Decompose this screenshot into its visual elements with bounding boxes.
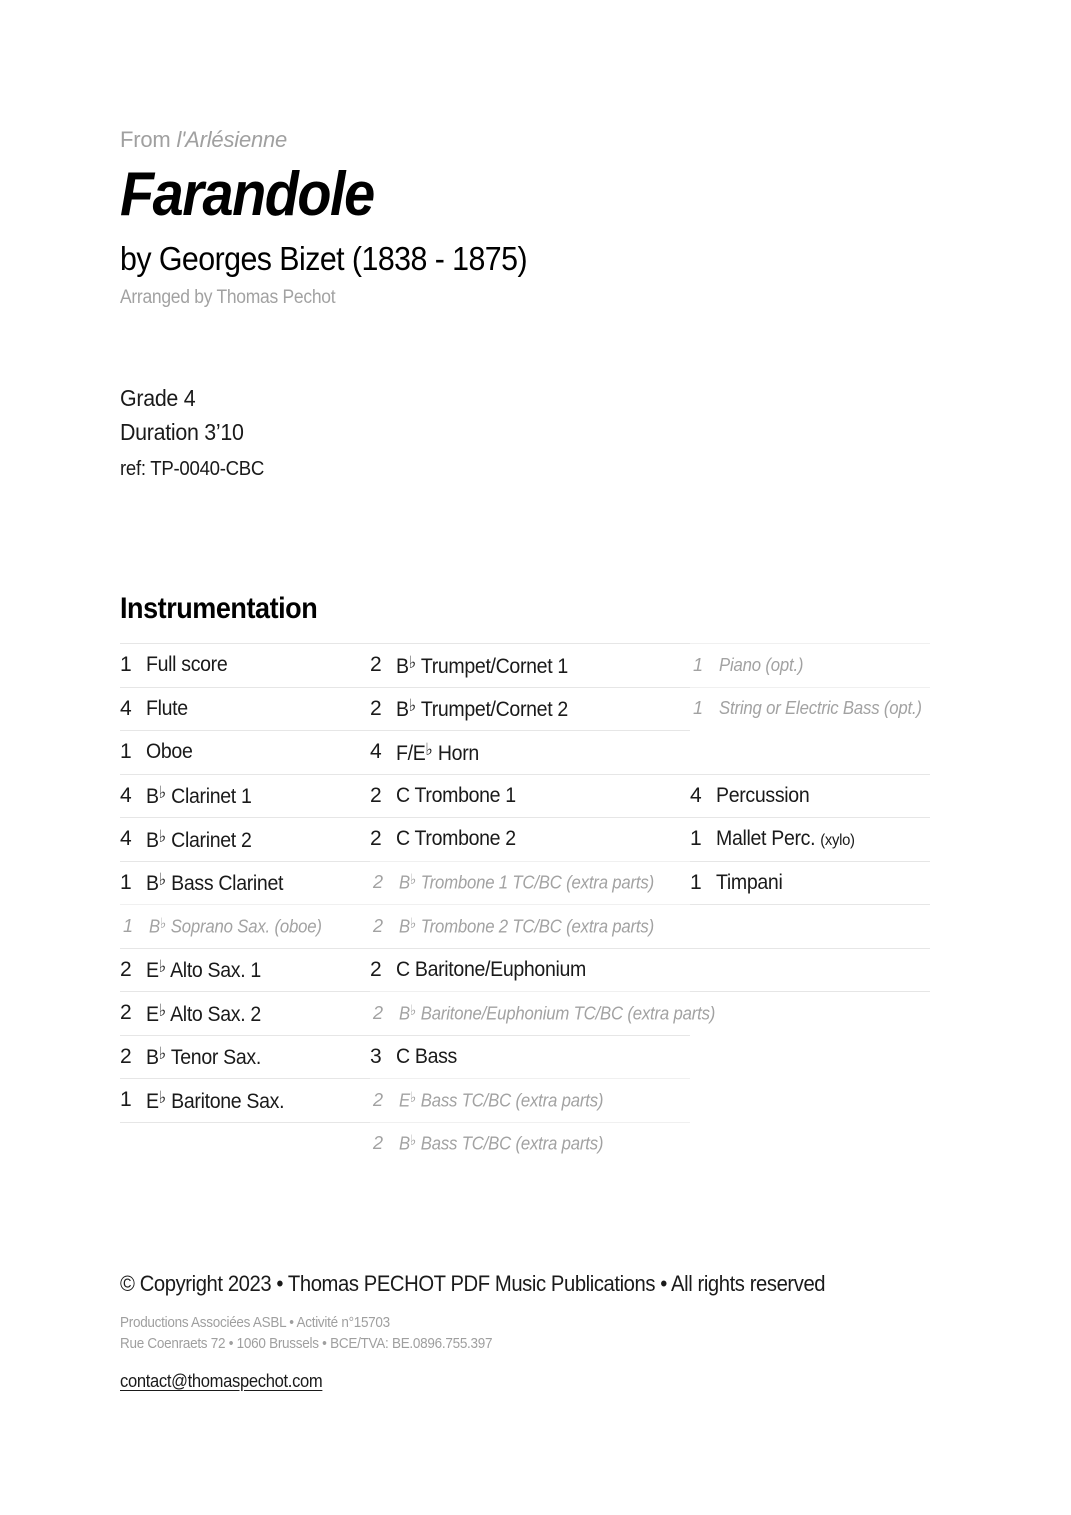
instrumentation-row bbox=[370, 948, 690, 992]
flat-sign: ♭ bbox=[409, 1002, 417, 1019]
instrumentation-row bbox=[120, 730, 370, 774]
instrumentation-row bbox=[370, 1035, 690, 1079]
duration-line: Duration 3’10 bbox=[120, 419, 244, 446]
instrument-quantity: 3 bbox=[370, 1044, 382, 1068]
instrumentation-row bbox=[120, 687, 370, 731]
instrument-name: C Trombone 2 bbox=[396, 827, 516, 851]
instrument-name: B♭ Soprano Sax. (oboe) bbox=[149, 915, 322, 936]
instrumentation-row bbox=[690, 774, 930, 818]
instrument-name: B♭ Bass Clarinet bbox=[146, 870, 284, 896]
instrumentation-row bbox=[120, 861, 370, 905]
instrument-quantity: 4 bbox=[370, 740, 382, 764]
reference-line: ref: TP-0040-CBC bbox=[120, 457, 265, 480]
flat-sign: ♭ bbox=[158, 783, 167, 803]
source-work-title: l'Arlésienne bbox=[176, 127, 288, 152]
instrument-quantity: 1 bbox=[120, 870, 132, 894]
instrument-name: String or Electric Bass (opt.) bbox=[719, 698, 922, 719]
instrument-name: Piano (opt.) bbox=[719, 654, 804, 675]
flat-sign: ♭ bbox=[408, 652, 417, 672]
instrumentation-row bbox=[370, 774, 690, 818]
instrument-quantity: 4 bbox=[120, 827, 132, 851]
flat-sign: ♭ bbox=[158, 957, 167, 977]
instrumentation-row-empty bbox=[690, 904, 930, 948]
flat-sign: ♭ bbox=[409, 1089, 417, 1106]
instrument-quantity: 2 bbox=[373, 1133, 383, 1154]
instrumentation-row bbox=[690, 861, 930, 905]
composer-line: by Georges Bizet (1838 - 1875) bbox=[120, 239, 528, 277]
instrument-name: Percussion bbox=[716, 783, 810, 807]
flat-sign: ♭ bbox=[158, 826, 167, 846]
instrumentation-row bbox=[370, 1122, 690, 1166]
flat-sign: ♭ bbox=[158, 1044, 167, 1064]
flat-sign: ♭ bbox=[409, 915, 417, 932]
instrumentation-row bbox=[690, 817, 930, 861]
instrumentation-row bbox=[120, 1078, 370, 1122]
instrument-name: B♭ Trombone 1 TC/BC (extra parts) bbox=[399, 872, 654, 893]
instrument-quantity: 1 bbox=[123, 915, 133, 936]
instrument-quantity: 2 bbox=[373, 1089, 383, 1110]
instrument-quantity: 4 bbox=[120, 696, 132, 720]
instrument-quantity: 2 bbox=[370, 783, 382, 807]
grade-line: Grade 4 bbox=[120, 385, 196, 411]
instrument-quantity: 1 bbox=[690, 827, 702, 851]
instrumentation-row bbox=[120, 904, 370, 948]
instrument-quantity: 1 bbox=[120, 740, 132, 764]
flat-sign: ♭ bbox=[408, 696, 417, 716]
legal-line-company: Productions Associées ASBL • Activité n°15703 bbox=[120, 1313, 390, 1331]
instrument-quantity: 2 bbox=[370, 696, 382, 720]
instrument-quantity: 1 bbox=[693, 698, 703, 719]
instrument-name: B♭ Baritone/Euphonium TC/BC (extra parts) bbox=[399, 1002, 716, 1023]
flat-sign: ♭ bbox=[409, 872, 417, 889]
instrumentation-row bbox=[690, 643, 930, 687]
flat-sign: ♭ bbox=[158, 1087, 167, 1107]
instrument-name: B♭ Trumpet/Cornet 2 bbox=[396, 696, 568, 722]
flat-sign: ♭ bbox=[409, 1133, 417, 1150]
copyright-line: © Copyright 2023 • Thomas PECHOT PDF Music Publications • All rights reserved bbox=[120, 1271, 826, 1296]
instrument-name: B♭ Bass TC/BC (extra parts) bbox=[399, 1133, 604, 1154]
instrumentation-row bbox=[370, 991, 716, 1035]
footer bbox=[120, 1270, 950, 1392]
source-work-line bbox=[120, 126, 940, 154]
contact-email-link[interactable]: contact@thomaspechot.com bbox=[120, 1371, 323, 1392]
instrumentation-row-empty bbox=[690, 991, 930, 1035]
instrument-name: Full score bbox=[146, 653, 228, 677]
instrumentation-row bbox=[370, 730, 690, 774]
work-details bbox=[120, 381, 720, 484]
instrument-name: B♭ Clarinet 2 bbox=[146, 826, 252, 852]
instrumentation-row-empty bbox=[120, 1122, 370, 1166]
flat-sign: ♭ bbox=[425, 739, 433, 759]
instrument-quantity: 2 bbox=[373, 1002, 383, 1023]
instrument-name: E♭ Alto Sax. 1 bbox=[146, 957, 261, 983]
instrument-quantity: 1 bbox=[120, 653, 132, 677]
flat-sign: ♭ bbox=[159, 915, 167, 932]
instrumentation-row bbox=[120, 774, 370, 818]
instrument-name: E♭ Baritone Sax. bbox=[146, 1087, 285, 1113]
instrument-name: C Baritone/Euphonium bbox=[396, 957, 586, 981]
instrumentation-column-2 bbox=[370, 643, 716, 1165]
instrumentation-row bbox=[370, 861, 690, 905]
instrument-quantity: 4 bbox=[120, 783, 132, 807]
legal-line-address: Rue Coenraets 72 • 1060 Brussels • BCE/TVA: BE.0896.755.397 bbox=[120, 1334, 493, 1352]
instrument-quantity: 2 bbox=[370, 827, 382, 851]
instrumentation-row bbox=[120, 991, 370, 1035]
instrumentation-column-3 bbox=[690, 643, 930, 1165]
instrumentation-row bbox=[370, 1078, 690, 1122]
instrument-quantity: 1 bbox=[120, 1088, 132, 1112]
instrumentation-row bbox=[370, 817, 690, 861]
instrument-name: E♭ Alto Sax. 2 bbox=[146, 1000, 261, 1026]
instrument-name: C Trombone 1 bbox=[396, 783, 516, 807]
instrument-name: Flute bbox=[146, 696, 188, 720]
page-title: Farandole bbox=[120, 159, 374, 229]
instrumentation-row bbox=[120, 948, 370, 992]
instrument-quantity: 2 bbox=[370, 957, 382, 981]
instrument-name: Mallet Perc. (xylo) bbox=[716, 827, 855, 851]
instrument-quantity: 2 bbox=[120, 957, 132, 981]
instrumentation-row bbox=[370, 904, 690, 948]
instrument-name: E♭ Bass TC/BC (extra parts) bbox=[399, 1089, 604, 1110]
instrument-quantity: 4 bbox=[690, 783, 702, 807]
instrumentation-heading: Instrumentation bbox=[120, 592, 318, 625]
flat-sign: ♭ bbox=[158, 1000, 167, 1020]
instrument-quantity: 2 bbox=[373, 915, 383, 936]
instrumentation-table bbox=[120, 643, 930, 1165]
instrument-quantity: 2 bbox=[373, 872, 383, 893]
instrument-name: B♭ Trombone 2 TC/BC (extra parts) bbox=[399, 915, 654, 936]
instrument-quantity: 2 bbox=[370, 653, 382, 677]
instrument-name: C Bass bbox=[396, 1044, 458, 1068]
from-prefix: From bbox=[120, 127, 171, 152]
instrument-name: B♭ Tenor Sax. bbox=[146, 1044, 261, 1070]
legal-block bbox=[120, 1312, 950, 1355]
instrument-quantity: 2 bbox=[120, 1044, 132, 1068]
instrumentation-column-1 bbox=[120, 643, 370, 1165]
instrument-quantity: 1 bbox=[693, 654, 703, 675]
instrument-quantity: 2 bbox=[120, 1001, 132, 1025]
arranger-line: Arranged by Thomas Pechot bbox=[120, 286, 336, 308]
instrumentation-row-empty bbox=[690, 730, 930, 774]
title-block bbox=[120, 126, 940, 309]
instrument-name: Timpani bbox=[716, 870, 783, 894]
instrument-name: B♭ Trumpet/Cornet 1 bbox=[396, 652, 568, 678]
instrument-name: B♭ Clarinet 1 bbox=[146, 783, 252, 809]
instrument-name: Oboe bbox=[146, 740, 193, 764]
instrumentation-row bbox=[370, 687, 690, 731]
instrumentation-row-empty bbox=[690, 948, 930, 992]
instrumentation-row bbox=[120, 817, 370, 861]
instrumentation-row bbox=[370, 643, 690, 687]
flat-sign: ♭ bbox=[158, 870, 167, 890]
instrumentation-row bbox=[120, 1035, 370, 1079]
instrument-name: F/E♭ Horn bbox=[396, 739, 479, 765]
instrumentation-row bbox=[690, 687, 930, 731]
instrument-quantity: 1 bbox=[690, 870, 702, 894]
instrumentation-row bbox=[120, 643, 370, 687]
